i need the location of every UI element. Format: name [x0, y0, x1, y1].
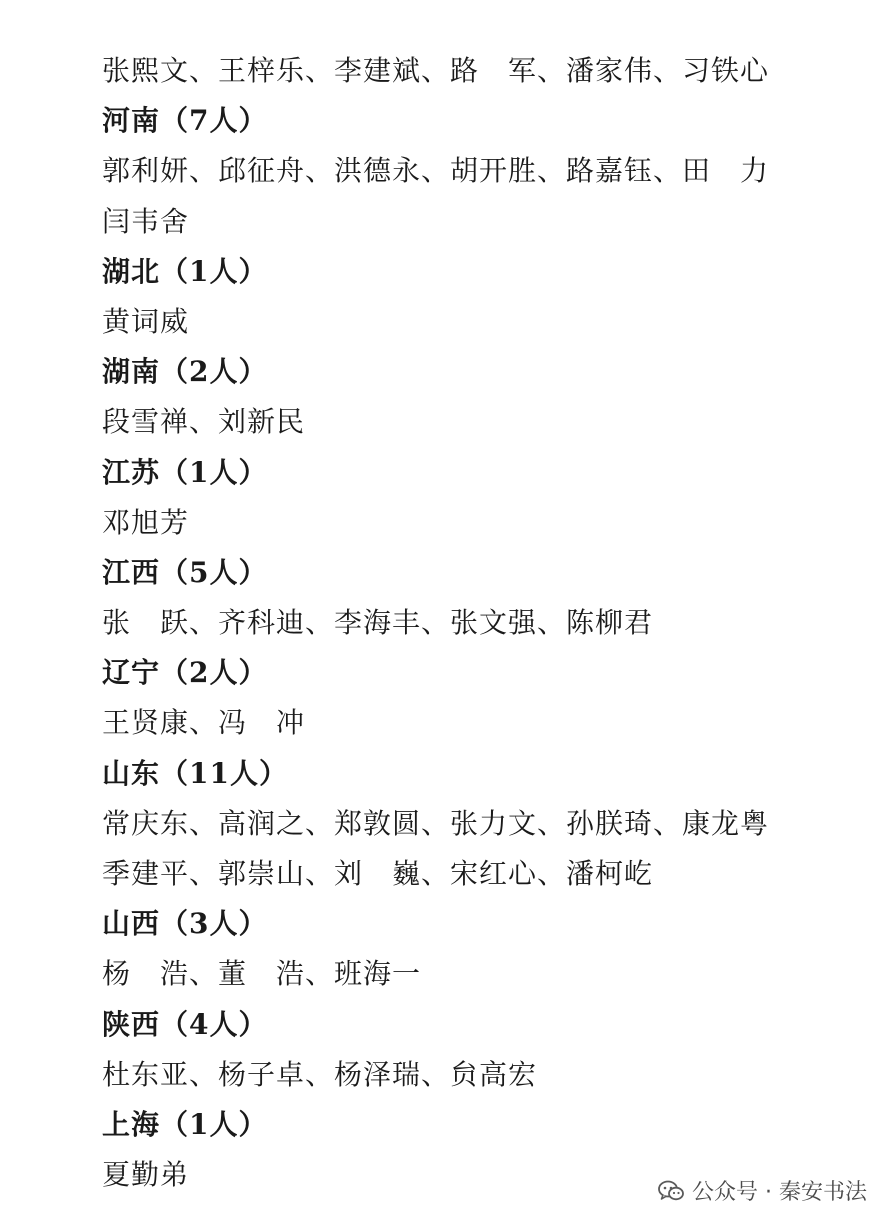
wechat-watermark: [658, 1175, 867, 1206]
province-heading: 河南（7人）: [102, 104, 268, 138]
name-list-line: 夏勤弟: [102, 1158, 190, 1192]
name-list-line: 杜东亚、杨子卓、杨泽瑞、贠高宏: [102, 1057, 538, 1091]
name-list-line: 张熙文、王梓乐、李建斌、路 军、潘家伟、习铁心: [102, 54, 770, 87]
name-list-line: 闫韦舍: [102, 204, 190, 238]
province-heading: 湖北（1人）: [102, 254, 268, 288]
province-heading: 江苏（1人）: [102, 455, 268, 489]
name-list-line: 杨 浩、董 浩、班海一: [102, 957, 422, 991]
name-list-line: 王贤康、冯 冲: [102, 706, 306, 740]
document-body: [102, 46, 802, 1200]
province-heading: 湖南（2人）: [102, 355, 268, 389]
name-list-line: 邓旭芳: [102, 505, 190, 539]
name-list-line: 常庆东、高润之、郑敦圆、张力文、孙朕琦、康龙粤: [102, 806, 770, 840]
province-heading: 辽宁（2人）: [102, 656, 268, 690]
province-heading: 江西（5人）: [102, 555, 268, 589]
province-heading: 上海（1人）: [102, 1107, 268, 1141]
wechat-icon: [658, 1180, 684, 1202]
name-list-line: 张 跃、齐科迪、李海丰、张文强、陈柳君: [102, 606, 654, 640]
province-heading: 山东（11人）: [102, 756, 288, 790]
name-list-line: 段雪禅、刘新民: [102, 405, 306, 439]
province-heading: 山西（3人）: [102, 907, 268, 941]
watermark-text: 公众号 · 秦安书法: [692, 1180, 867, 1205]
province-heading: 陕西（4人）: [102, 1007, 268, 1041]
name-list-line: 季建平、郭崇山、刘 巍、宋红心、潘柯屹: [102, 857, 654, 890]
name-list-line: 郭利妍、邱征舟、洪德永、胡开胜、路嘉钰、田 力: [102, 154, 770, 188]
name-list-line: 黄词威: [102, 304, 190, 338]
